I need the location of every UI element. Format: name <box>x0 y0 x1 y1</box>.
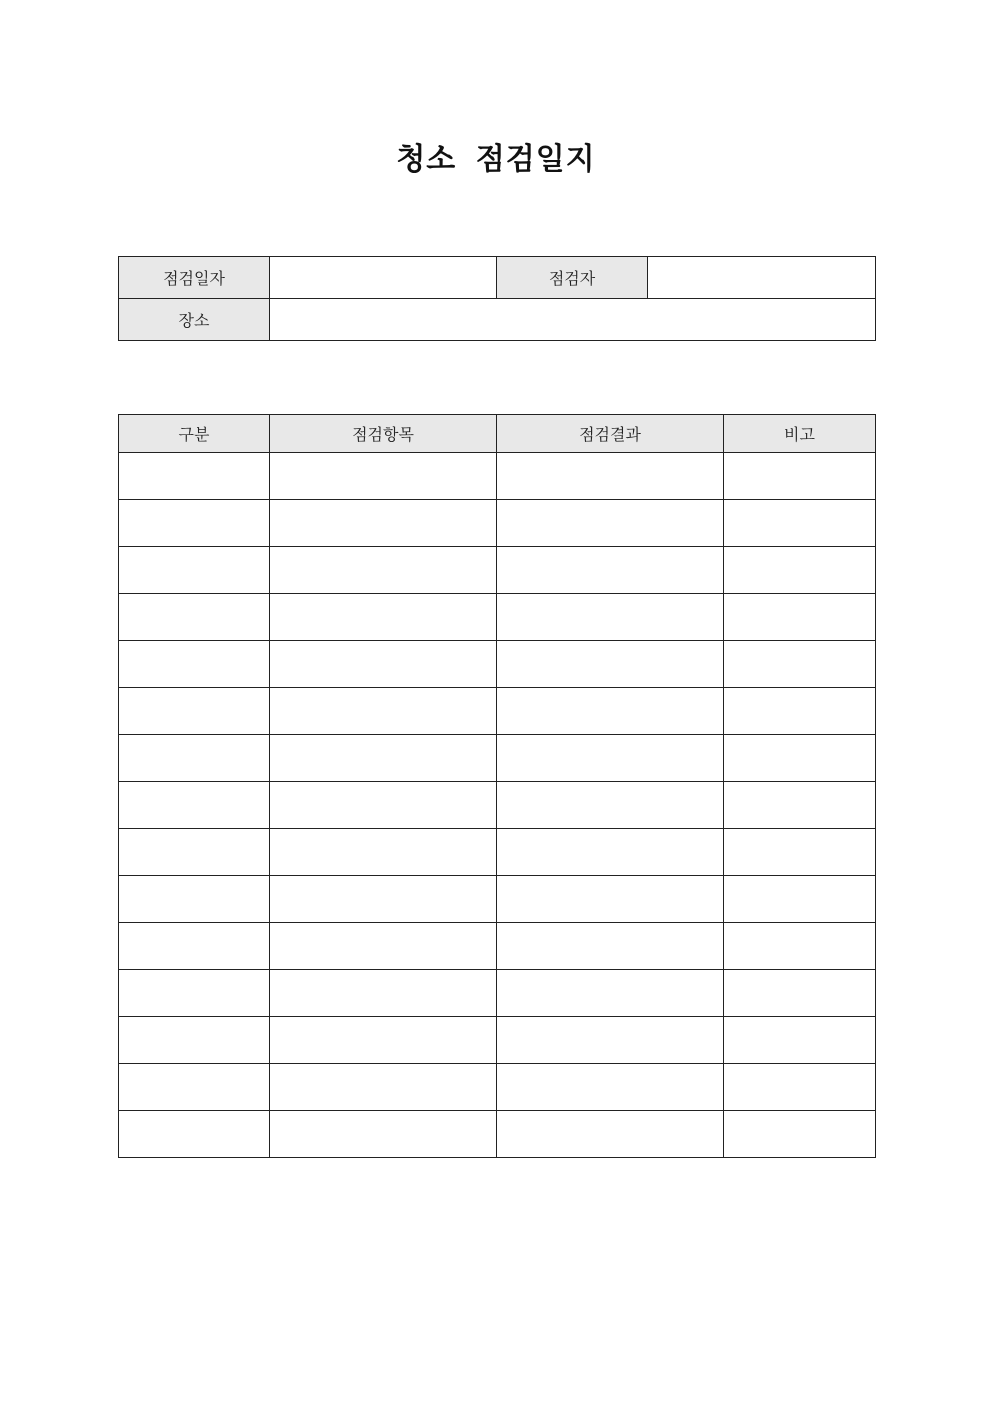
cell-item[interactable] <box>270 876 497 923</box>
cell-result[interactable] <box>497 453 724 500</box>
table-row <box>119 1111 876 1158</box>
cell-item[interactable] <box>270 641 497 688</box>
header-item: 점검항목 <box>270 415 497 453</box>
table-row <box>119 594 876 641</box>
table-row <box>119 1064 876 1111</box>
cell-remarks[interactable] <box>724 500 876 547</box>
cell-category[interactable] <box>119 547 270 594</box>
cell-category[interactable] <box>119 1017 270 1064</box>
cell-result[interactable] <box>497 547 724 594</box>
table-row <box>119 641 876 688</box>
inspection-info-table <box>118 256 876 341</box>
cell-category[interactable] <box>119 594 270 641</box>
page-title: 청소 점검일지 <box>396 142 596 177</box>
cell-remarks[interactable] <box>724 594 876 641</box>
cell-remarks[interactable] <box>724 1064 876 1111</box>
cell-category[interactable] <box>119 1064 270 1111</box>
table-row <box>119 970 876 1017</box>
cell-category[interactable] <box>119 688 270 735</box>
inspection-log-table <box>118 414 876 1158</box>
cell-remarks[interactable] <box>724 641 876 688</box>
cell-remarks[interactable] <box>724 1017 876 1064</box>
cell-category[interactable] <box>119 735 270 782</box>
cell-item[interactable] <box>270 1111 497 1158</box>
cell-item[interactable] <box>270 923 497 970</box>
cell-result[interactable] <box>497 782 724 829</box>
table-row <box>119 829 876 876</box>
cell-item[interactable] <box>270 500 497 547</box>
date-label: 점검일자 <box>119 257 270 299</box>
cell-category[interactable] <box>119 876 270 923</box>
cell-result[interactable] <box>497 688 724 735</box>
table-row <box>119 547 876 594</box>
cell-result[interactable] <box>497 829 724 876</box>
cell-result[interactable] <box>497 876 724 923</box>
cell-remarks[interactable] <box>724 688 876 735</box>
cell-result[interactable] <box>497 1064 724 1111</box>
cell-remarks[interactable] <box>724 970 876 1017</box>
table-row <box>119 500 876 547</box>
cell-category[interactable] <box>119 782 270 829</box>
header-remarks: 비고 <box>724 415 876 453</box>
cell-category[interactable] <box>119 1111 270 1158</box>
table-row <box>119 876 876 923</box>
cell-category[interactable] <box>119 923 270 970</box>
table-row <box>119 735 876 782</box>
table-body <box>119 453 876 1158</box>
cell-item[interactable] <box>270 970 497 1017</box>
table-row <box>119 1017 876 1064</box>
location-field[interactable] <box>270 299 876 341</box>
cell-remarks[interactable] <box>724 453 876 500</box>
inspector-label: 점검자 <box>497 257 648 299</box>
cell-result[interactable] <box>497 923 724 970</box>
table-row <box>119 923 876 970</box>
cell-result[interactable] <box>497 970 724 1017</box>
cell-remarks[interactable] <box>724 829 876 876</box>
cell-category[interactable] <box>119 829 270 876</box>
cell-remarks[interactable] <box>724 735 876 782</box>
cell-result[interactable] <box>497 1111 724 1158</box>
cell-category[interactable] <box>119 453 270 500</box>
cell-item[interactable] <box>270 547 497 594</box>
cell-item[interactable] <box>270 735 497 782</box>
cell-result[interactable] <box>497 735 724 782</box>
cell-category[interactable] <box>119 641 270 688</box>
cell-result[interactable] <box>497 594 724 641</box>
cell-remarks[interactable] <box>724 547 876 594</box>
cell-remarks[interactable] <box>724 782 876 829</box>
cell-remarks[interactable] <box>724 1111 876 1158</box>
date-field[interactable] <box>270 257 497 299</box>
cell-item[interactable] <box>270 1017 497 1064</box>
info-row-date <box>119 257 876 299</box>
table-header-row <box>119 415 876 453</box>
table-row <box>119 453 876 500</box>
cell-category[interactable] <box>119 970 270 1017</box>
cell-remarks[interactable] <box>724 876 876 923</box>
inspector-field[interactable] <box>648 257 876 299</box>
cell-item[interactable] <box>270 1064 497 1111</box>
cell-category[interactable] <box>119 500 270 547</box>
table-row <box>119 782 876 829</box>
table-row <box>119 688 876 735</box>
cell-item[interactable] <box>270 453 497 500</box>
cell-result[interactable] <box>497 1017 724 1064</box>
cell-remarks[interactable] <box>724 923 876 970</box>
header-category: 구분 <box>119 415 270 453</box>
cell-item[interactable] <box>270 594 497 641</box>
header-result: 점검결과 <box>497 415 724 453</box>
cell-item[interactable] <box>270 782 497 829</box>
location-label: 장소 <box>119 299 270 341</box>
cell-result[interactable] <box>497 641 724 688</box>
cell-result[interactable] <box>497 500 724 547</box>
cell-item[interactable] <box>270 829 497 876</box>
info-row-location <box>119 299 876 341</box>
cell-item[interactable] <box>270 688 497 735</box>
